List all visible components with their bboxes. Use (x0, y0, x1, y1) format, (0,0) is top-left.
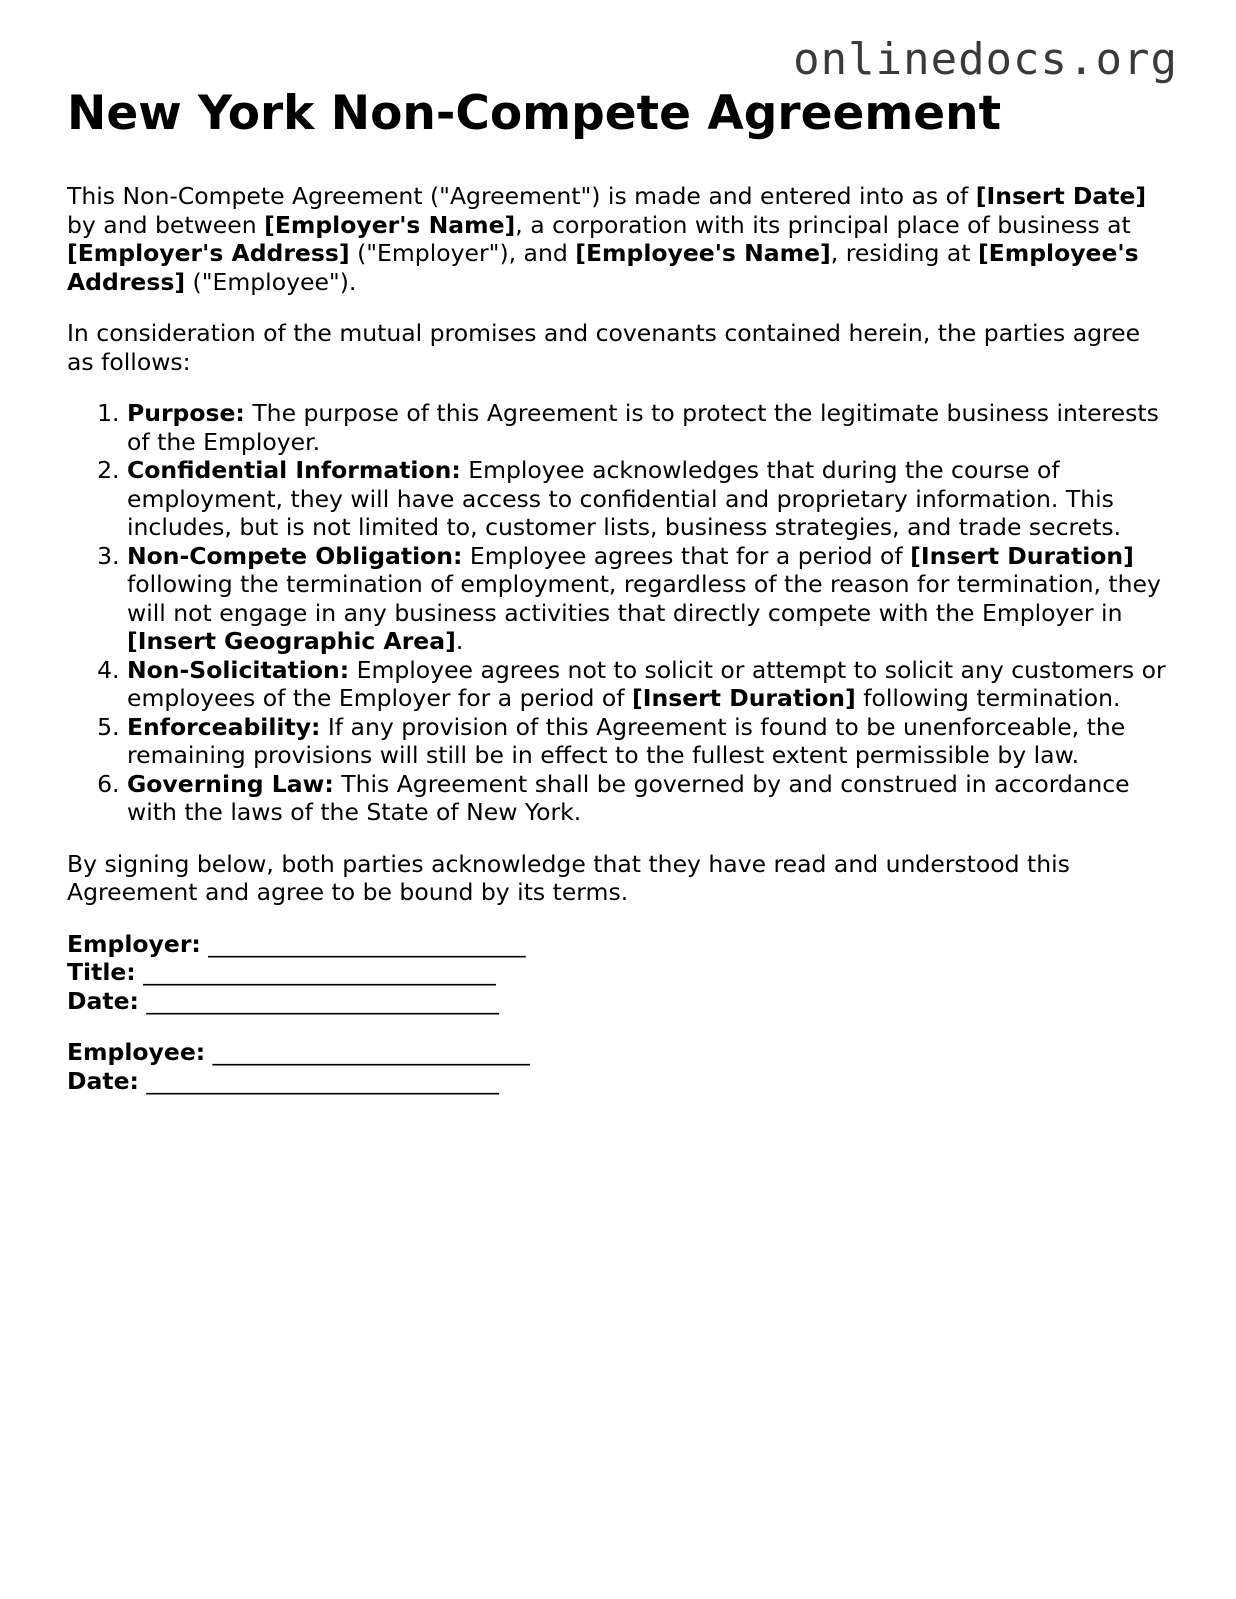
employer-name-placeholder: [Employer's Name] (264, 210, 516, 239)
clause-non-solicitation (127, 656, 1167, 713)
clause-heading: Non-Solicitation: (127, 655, 350, 684)
clause-text: Employee agrees not to solicit or attempt to solicit any customers or employees of the Employer for a period of (127, 655, 1166, 712)
consideration-paragraph: In consideration of the mutual promises and covenants contained herein, the parties agree as follows: (67, 319, 1141, 376)
clause-list (67, 399, 1167, 827)
employer-address-placeholder: [Employer's Address] (67, 239, 350, 267)
clause-enforceability (127, 713, 1167, 770)
clause-heading: Purpose: (127, 399, 245, 427)
intro-text: This Non-Compete Agreement ("Agreement") is made and entered into as of (67, 182, 976, 210)
document-body (67, 86, 1167, 1118)
employer-signature-line[interactable] (67, 930, 1167, 959)
intro-text: ("Employee"). (185, 267, 357, 296)
signature-blank: ______________________________ (138, 1066, 499, 1095)
clause-heading: Confidential Information: (127, 456, 461, 484)
clause-text: This Agreement shall be governed by and construed in accordance with the laws of the State of New York. (127, 769, 1130, 826)
clause-text: . (455, 627, 464, 655)
employer-title-line[interactable] (67, 958, 1167, 987)
clause-governing-law (127, 770, 1167, 827)
clause-text: Employee agrees that for a period of (462, 541, 911, 570)
date-placeholder: [Insert Date] (975, 182, 1147, 210)
closing-paragraph: By signing below, both parties acknowledge that they have read and understood this Agreement and agree to be bound by its terms. (67, 849, 1070, 906)
employee-date-line[interactable] (67, 1067, 1167, 1096)
employer-label: Employer: (67, 929, 201, 958)
clause-non-compete-obligation (127, 542, 1167, 656)
date-label: Date: (67, 1066, 139, 1095)
employee-signature-line[interactable] (67, 1038, 1167, 1067)
site-watermark: onlinedocs.org (793, 34, 1178, 85)
clause-text: The purpose of this Agreement is to protect the legitimate business interests of the Employer. (127, 399, 1159, 456)
duration-placeholder: [Insert Duration] (632, 684, 856, 712)
employee-name-placeholder: [Employee's Name] (575, 239, 831, 267)
intro-text: ("Employer"), and (349, 239, 576, 267)
signature-blank: ______________________________ (138, 986, 499, 1015)
employee-address-placeholder: [Employee's Address] (67, 239, 1139, 296)
intro-paragraph (67, 182, 1167, 296)
signature-blank: ___________________________ (205, 1038, 530, 1066)
clause-text: following termination. (855, 684, 1121, 712)
employer-date-line[interactable] (67, 987, 1167, 1016)
clause-confidential-information (127, 456, 1167, 542)
intro-text: by and between (67, 210, 265, 239)
title-label: Title: (67, 958, 136, 986)
clause-heading: Governing Law: (127, 769, 334, 798)
clause-purpose (127, 399, 1167, 456)
geographic-area-placeholder: [Insert Geographic Area] (127, 627, 456, 655)
clause-text: Employee acknowledges that during the course of employment, they will have access to confidential and proprietary information. This includes, but is not limited to, customer lists, business strategies, and trade secrets. (127, 456, 1122, 541)
employee-signature-block (67, 1038, 1167, 1095)
signature-blank: ______________________________ (135, 958, 496, 986)
duration-placeholder: [Insert Duration] (910, 541, 1134, 570)
intro-text: , residing at (830, 239, 978, 267)
intro-text: , a corporation with its principal place of business at (515, 210, 1131, 239)
signature-blank: ___________________________ (200, 929, 526, 958)
clause-text: If any provision of this Agreement is found to be unenforceable, the remaining provisions will still be in effect to the fullest extent permissible by law. (127, 712, 1126, 769)
clause-heading: Enforceability: (127, 712, 321, 741)
document-title: New York Non-Compete Agreement (67, 86, 1002, 141)
employee-label: Employee: (67, 1038, 206, 1066)
clause-heading: Non-Compete Obligation: (127, 541, 463, 570)
employer-signature-block (67, 930, 1167, 1016)
clause-text: following the termination of employment, regardless of the reason for termination, they will not engage in any business activities that directly compete with the Employer in (127, 570, 1161, 627)
date-label: Date: (67, 986, 139, 1015)
